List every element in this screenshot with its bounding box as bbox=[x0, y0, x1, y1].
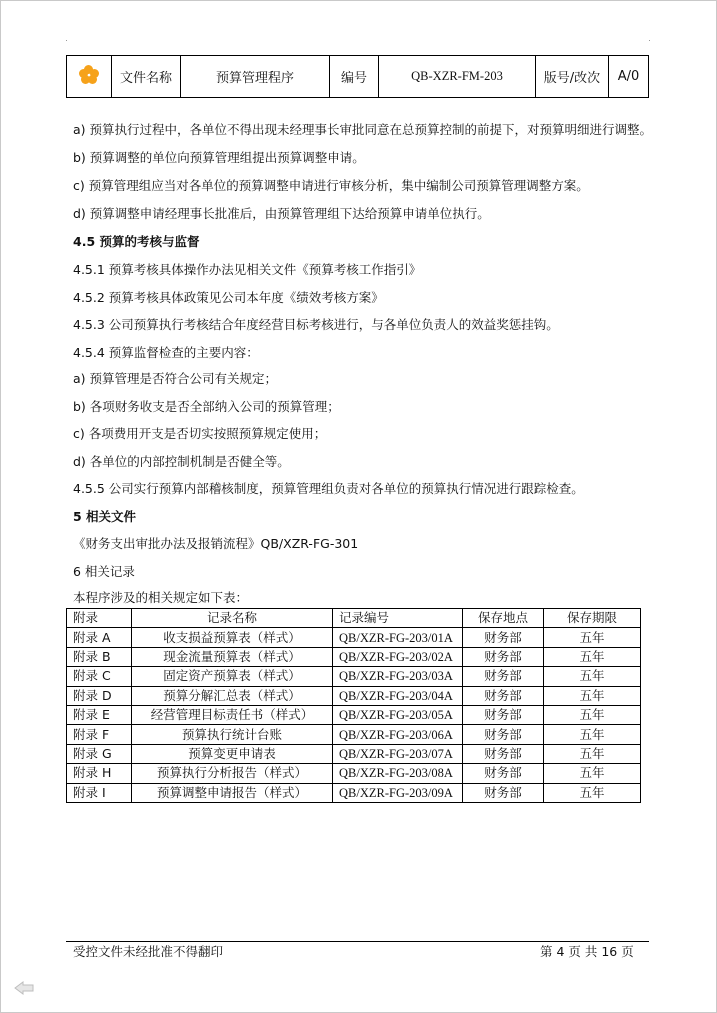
document-header-table bbox=[66, 55, 649, 98]
table-row bbox=[67, 647, 641, 666]
appendix-cell: 附录 F bbox=[67, 725, 132, 744]
paragraph: a) 预算管理是否符合公司有关规定； bbox=[73, 371, 278, 386]
company-logo-icon bbox=[79, 65, 99, 85]
record-name-cell: 预算分解汇总表（样式） bbox=[132, 686, 333, 705]
retention-period-cell: 五年 bbox=[544, 686, 641, 705]
paragraph: a) 预算执行过程中，各单位不得出现未经理事长审批同意在总预算控制的前提下，对预算明细进行调整。 bbox=[73, 122, 653, 137]
paragraph: 4.5.1 预算考核具体操作办法见相关文件《预算考核工作指引》 bbox=[73, 262, 422, 277]
paragraph: c) 各项费用开支是否切实按照预算规定使用； bbox=[73, 426, 327, 441]
appendix-cell: 附录 I bbox=[67, 783, 132, 802]
paragraph: 4.5.4 预算监督检查的主要内容： bbox=[73, 345, 259, 360]
section-heading: 4.5 预算的考核与监督 bbox=[73, 234, 200, 249]
appendix-cell: 附录 A bbox=[67, 628, 132, 647]
column-header: 记录编号 bbox=[333, 609, 463, 628]
records-table bbox=[66, 608, 641, 803]
code-label: 编号 bbox=[330, 56, 379, 98]
storage-location-cell: 财务部 bbox=[463, 667, 544, 686]
record-name-cell: 经营管理目标责任书（样式） bbox=[132, 705, 333, 724]
paragraph: 《财务支出审批办法及报销流程》QB/XZR-FG-301 bbox=[73, 536, 359, 551]
storage-location-cell: 财务部 bbox=[463, 783, 544, 802]
record-code-cell: QB/XZR-FG-203/08A bbox=[333, 764, 463, 783]
section-heading: 6 相关记录 bbox=[73, 564, 135, 579]
storage-location-cell: 财务部 bbox=[463, 764, 544, 783]
appendix-cell: 附录 C bbox=[67, 667, 132, 686]
code-value: QB-XZR-FM-203 bbox=[379, 56, 536, 98]
retention-period-cell: 五年 bbox=[544, 667, 641, 686]
version-label: 版号/改次 bbox=[536, 56, 609, 98]
table-row bbox=[67, 686, 641, 705]
paragraph: 4.5.2 预算考核具体政策见公司本年度《绩效考核方案》 bbox=[73, 290, 384, 305]
paragraph: 本程序涉及的相关规定如下表： bbox=[73, 590, 249, 605]
paragraph: 4.5.5 公司实行预算内部稽核制度，预算管理组负责对各单位的预算执行情况进行跟踪检查。 bbox=[73, 481, 584, 496]
record-code-cell: QB/XZR-FG-203/02A bbox=[333, 647, 463, 666]
record-code-cell: QB/XZR-FG-203/07A bbox=[333, 744, 463, 763]
table-row bbox=[67, 764, 641, 783]
appendix-cell: 附录 E bbox=[67, 705, 132, 724]
record-name-cell: 收支损益预算表（样式） bbox=[132, 628, 333, 647]
column-header: 记录名称 bbox=[132, 609, 333, 628]
back-arrow-icon[interactable] bbox=[14, 981, 34, 995]
column-header: 保存期限 bbox=[544, 609, 641, 628]
record-name-cell: 预算变更申请表 bbox=[132, 744, 333, 763]
paragraph: b) 各项财务收支是否全部纳入公司的预算管理； bbox=[73, 399, 340, 414]
file-name-label: 文件名称 bbox=[112, 56, 181, 98]
table-row bbox=[67, 783, 641, 802]
record-name-cell: 预算执行分析报告（样式） bbox=[132, 764, 333, 783]
footer-notice: 受控文件未经批准不得翻印 bbox=[73, 944, 224, 959]
retention-period-cell: 五年 bbox=[544, 705, 641, 724]
paragraph: b) 预算调整的单位向预算管理组提出预算调整申请。 bbox=[73, 150, 365, 165]
table-row bbox=[67, 725, 641, 744]
retention-period-cell: 五年 bbox=[544, 744, 641, 763]
table-row bbox=[67, 667, 641, 686]
logo-cell bbox=[67, 56, 112, 98]
record-code-cell: QB/XZR-FG-203/05A bbox=[333, 705, 463, 724]
paragraph: 4.5.3 公司预算执行考核结合年度经营目标考核进行，与各单位负责人的效益奖惩挂钩。 bbox=[73, 317, 559, 332]
paragraph: c) 预算管理组应当对各单位的预算调整申请进行审核分析，集中编制公司预算管理调整方案。 bbox=[73, 178, 589, 193]
record-code-cell: QB/XZR-FG-203/03A bbox=[333, 667, 463, 686]
storage-location-cell: 财务部 bbox=[463, 705, 544, 724]
retention-period-cell: 五年 bbox=[544, 647, 641, 666]
crop-mark bbox=[649, 40, 650, 41]
paragraph: d) 各单位的内部控制机制是否健全等。 bbox=[73, 454, 290, 469]
storage-location-cell: 财务部 bbox=[463, 725, 544, 744]
retention-period-cell: 五年 bbox=[544, 764, 641, 783]
storage-location-cell: 财务部 bbox=[463, 647, 544, 666]
retention-period-cell: 五年 bbox=[544, 725, 641, 744]
record-code-cell: QB/XZR-FG-203/06A bbox=[333, 725, 463, 744]
column-header: 附录 bbox=[67, 609, 132, 628]
record-code-cell: QB/XZR-FG-203/04A bbox=[333, 686, 463, 705]
section-heading: 5 相关文件 bbox=[73, 509, 137, 524]
table-header-row bbox=[67, 609, 641, 628]
table-row bbox=[67, 744, 641, 763]
crop-mark bbox=[66, 40, 67, 41]
record-code-cell: QB/XZR-FG-203/01A bbox=[333, 628, 463, 647]
appendix-cell: 附录 B bbox=[67, 647, 132, 666]
retention-period-cell: 五年 bbox=[544, 628, 641, 647]
page-number: 第 4 页 共 16 页 bbox=[540, 944, 634, 959]
column-header: 保存地点 bbox=[463, 609, 544, 628]
record-name-cell: 固定资产预算表（样式） bbox=[132, 667, 333, 686]
record-code-cell: QB/XZR-FG-203/09A bbox=[333, 783, 463, 802]
appendix-cell: 附录 H bbox=[67, 764, 132, 783]
storage-location-cell: 财务部 bbox=[463, 628, 544, 647]
appendix-cell: 附录 G bbox=[67, 744, 132, 763]
file-name-value: 预算管理程序 bbox=[181, 56, 330, 98]
table-row bbox=[67, 705, 641, 724]
record-name-cell: 现金流量预算表（样式） bbox=[132, 647, 333, 666]
table-row bbox=[67, 628, 641, 647]
version-value: A/0 bbox=[609, 56, 649, 98]
storage-location-cell: 财务部 bbox=[463, 686, 544, 705]
storage-location-cell: 财务部 bbox=[463, 744, 544, 763]
record-name-cell: 预算调整申请报告（样式） bbox=[132, 783, 333, 802]
appendix-cell: 附录 D bbox=[67, 686, 132, 705]
paragraph: d) 预算调整申请经理事长批准后，由预算管理组下达给预算申请单位执行。 bbox=[73, 206, 490, 221]
record-name-cell: 预算执行统计台账 bbox=[132, 725, 333, 744]
retention-period-cell: 五年 bbox=[544, 783, 641, 802]
